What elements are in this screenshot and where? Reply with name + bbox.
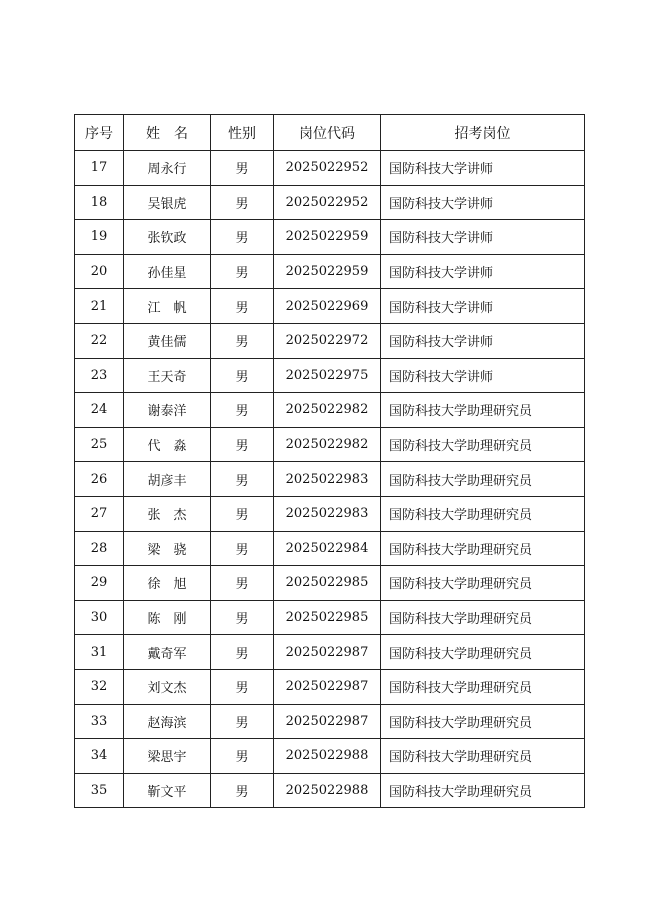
cell-post: 国防科技大学讲师 — [381, 220, 585, 255]
cell-code: 2025022959 — [274, 254, 381, 289]
cell-gender: 男 — [211, 739, 274, 774]
cell-gender: 男 — [211, 669, 274, 704]
cell-gender: 男 — [211, 773, 274, 808]
table-row — [75, 566, 585, 601]
cell-seq: 33 — [75, 704, 124, 739]
cell-post: 国防科技大学讲师 — [381, 185, 585, 220]
table-row — [75, 600, 585, 635]
cell-seq: 28 — [75, 531, 124, 566]
cell-gender: 男 — [211, 393, 274, 428]
cell-code: 2025022985 — [274, 566, 381, 601]
cell-seq: 21 — [75, 289, 124, 324]
table-row — [75, 669, 585, 704]
cell-post: 国防科技大学助理研究员 — [381, 531, 585, 566]
cell-gender: 男 — [211, 254, 274, 289]
cell-name: 江 帆 — [124, 289, 211, 324]
table-row — [75, 427, 585, 462]
cell-code: 2025022983 — [274, 462, 381, 497]
table-row — [75, 220, 585, 255]
cell-post: 国防科技大学助理研究员 — [381, 427, 585, 462]
header-code: 岗位代码 — [274, 115, 381, 151]
cell-post: 国防科技大学助理研究员 — [381, 704, 585, 739]
cell-gender: 男 — [211, 289, 274, 324]
cell-post: 国防科技大学助理研究员 — [381, 462, 585, 497]
cell-code: 2025022975 — [274, 358, 381, 393]
cell-seq: 32 — [75, 669, 124, 704]
cell-gender: 男 — [211, 220, 274, 255]
cell-post: 国防科技大学讲师 — [381, 151, 585, 186]
cell-seq: 24 — [75, 393, 124, 428]
cell-name: 周永行 — [124, 151, 211, 186]
cell-code: 2025022984 — [274, 531, 381, 566]
cell-code: 2025022983 — [274, 496, 381, 531]
cell-name: 王天奇 — [124, 358, 211, 393]
cell-post: 国防科技大学助理研究员 — [381, 635, 585, 670]
cell-name: 赵海滨 — [124, 704, 211, 739]
cell-seq: 17 — [75, 151, 124, 186]
cell-code: 2025022987 — [274, 635, 381, 670]
cell-name: 徐 旭 — [124, 566, 211, 601]
cell-seq: 29 — [75, 566, 124, 601]
cell-post: 国防科技大学讲师 — [381, 254, 585, 289]
cell-post: 国防科技大学助理研究员 — [381, 393, 585, 428]
cell-seq: 35 — [75, 773, 124, 808]
cell-gender: 男 — [211, 704, 274, 739]
cell-name: 张钦政 — [124, 220, 211, 255]
cell-gender: 男 — [211, 635, 274, 670]
cell-gender: 男 — [211, 358, 274, 393]
cell-name: 梁 骁 — [124, 531, 211, 566]
cell-post: 国防科技大学讲师 — [381, 323, 585, 358]
cell-seq: 31 — [75, 635, 124, 670]
cell-seq: 25 — [75, 427, 124, 462]
cell-gender: 男 — [211, 462, 274, 497]
table-row — [75, 704, 585, 739]
cell-post: 国防科技大学讲师 — [381, 289, 585, 324]
cell-seq: 23 — [75, 358, 124, 393]
cell-seq: 27 — [75, 496, 124, 531]
cell-code: 2025022952 — [274, 185, 381, 220]
header-post: 招考岗位 — [381, 115, 585, 151]
table-body — [75, 151, 585, 808]
table-header-row — [75, 115, 585, 151]
cell-post: 国防科技大学助理研究员 — [381, 496, 585, 531]
cell-seq: 34 — [75, 739, 124, 774]
table-row — [75, 462, 585, 497]
header-name: 姓 名 — [124, 115, 211, 151]
cell-code: 2025022985 — [274, 600, 381, 635]
cell-code: 2025022982 — [274, 393, 381, 428]
cell-post: 国防科技大学助理研究员 — [381, 739, 585, 774]
cell-name: 刘文杰 — [124, 669, 211, 704]
table-row — [75, 531, 585, 566]
cell-name: 黄佳儒 — [124, 323, 211, 358]
cell-post: 国防科技大学助理研究员 — [381, 600, 585, 635]
cell-name: 胡彦丰 — [124, 462, 211, 497]
cell-name: 张 杰 — [124, 496, 211, 531]
table-row — [75, 635, 585, 670]
table-row — [75, 185, 585, 220]
header-seq: 序号 — [75, 115, 124, 151]
table-row — [75, 739, 585, 774]
cell-gender: 男 — [211, 566, 274, 601]
cell-gender: 男 — [211, 151, 274, 186]
table-row — [75, 496, 585, 531]
table-row — [75, 393, 585, 428]
cell-name: 代 淼 — [124, 427, 211, 462]
cell-gender: 男 — [211, 323, 274, 358]
cell-gender: 男 — [211, 600, 274, 635]
cell-name: 孙佳星 — [124, 254, 211, 289]
header-gender: 性别 — [211, 115, 274, 151]
cell-post: 国防科技大学助理研究员 — [381, 669, 585, 704]
cell-gender: 男 — [211, 496, 274, 531]
cell-code: 2025022952 — [274, 151, 381, 186]
cell-seq: 30 — [75, 600, 124, 635]
cell-post: 国防科技大学助理研究员 — [381, 566, 585, 601]
table-row — [75, 358, 585, 393]
table-row — [75, 289, 585, 324]
table-row — [75, 254, 585, 289]
table-row — [75, 151, 585, 186]
cell-name: 戴奇军 — [124, 635, 211, 670]
cell-code: 2025022982 — [274, 427, 381, 462]
table-row — [75, 773, 585, 808]
cell-name: 吴银虎 — [124, 185, 211, 220]
cell-seq: 19 — [75, 220, 124, 255]
cell-code: 2025022987 — [274, 669, 381, 704]
cell-gender: 男 — [211, 427, 274, 462]
cell-code: 2025022972 — [274, 323, 381, 358]
candidate-table — [74, 114, 585, 808]
cell-name: 梁思宇 — [124, 739, 211, 774]
cell-code: 2025022988 — [274, 773, 381, 808]
cell-seq: 18 — [75, 185, 124, 220]
cell-code: 2025022987 — [274, 704, 381, 739]
cell-seq: 22 — [75, 323, 124, 358]
cell-name: 陈 刚 — [124, 600, 211, 635]
cell-post: 国防科技大学讲师 — [381, 358, 585, 393]
cell-seq: 26 — [75, 462, 124, 497]
cell-post: 国防科技大学助理研究员 — [381, 773, 585, 808]
cell-gender: 男 — [211, 185, 274, 220]
cell-code: 2025022988 — [274, 739, 381, 774]
cell-name: 谢泰洋 — [124, 393, 211, 428]
cell-code: 2025022959 — [274, 220, 381, 255]
cell-name: 靳文平 — [124, 773, 211, 808]
cell-gender: 男 — [211, 531, 274, 566]
table-row — [75, 323, 585, 358]
cell-code: 2025022969 — [274, 289, 381, 324]
cell-seq: 20 — [75, 254, 124, 289]
